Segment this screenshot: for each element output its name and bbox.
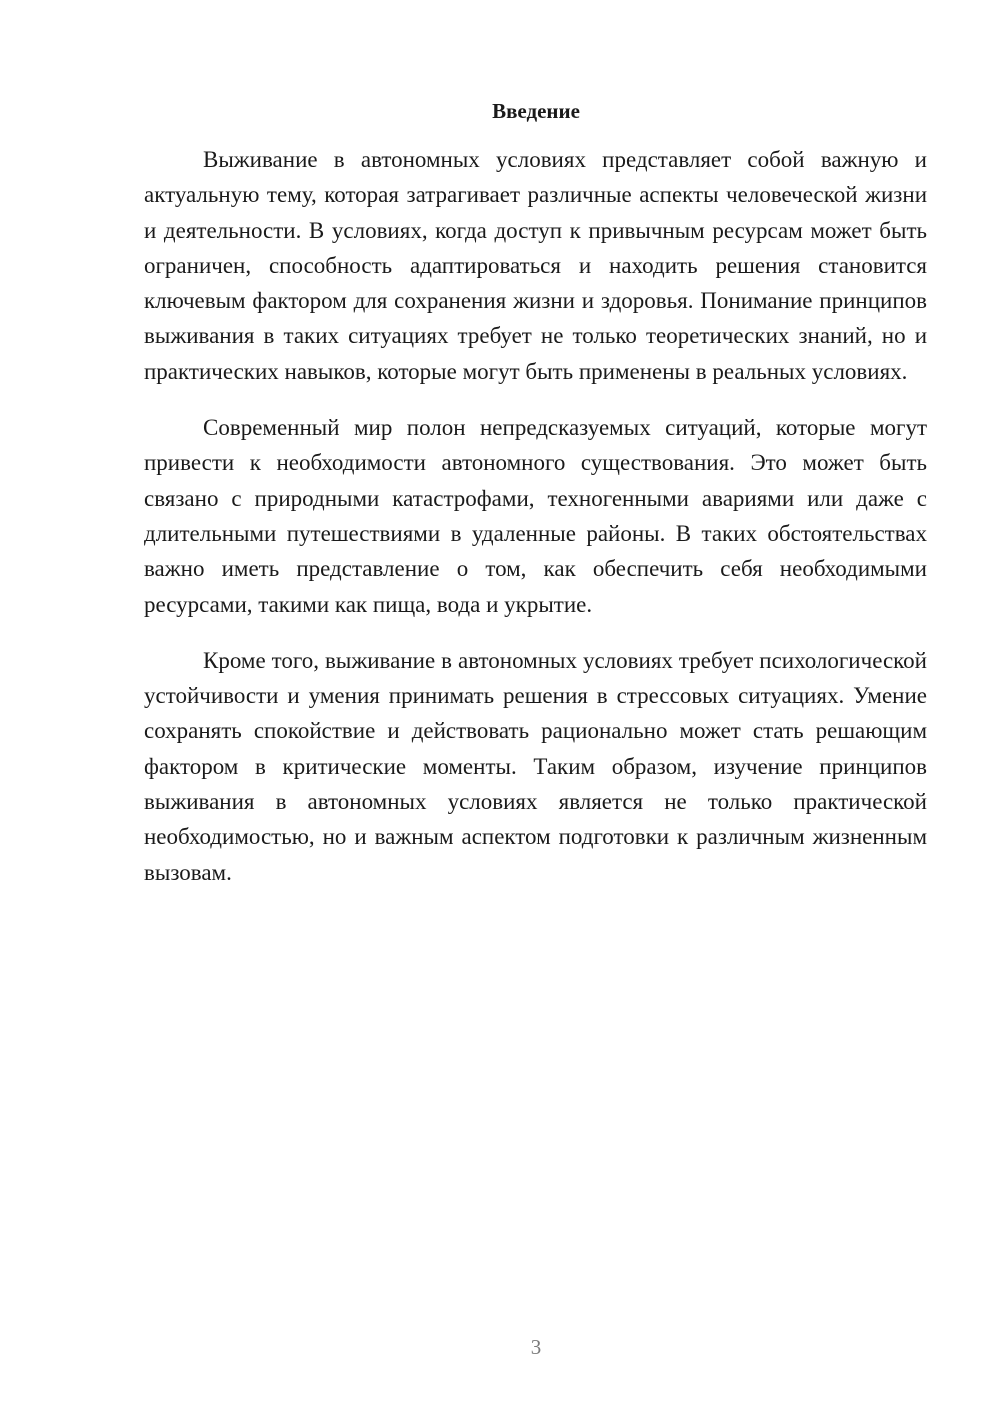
paragraph-2: Современный мир полон непредсказуемых ситуаций, которые могут привести к необходимости автономного существования. Это может быть связано с природными катастрофами, техногенными авариями или даже с длительными путешествиями в удаленные районы. В таких обстоятельствах важно иметь представление о том, как обеспечить себя необходимыми ресурсами, такими как пища, вода и укрытие. [144,415,927,617]
page-number: 3 [530,1335,542,1359]
section-heading: Введение [492,99,580,123]
body-text [144,142,927,911]
paragraph-3: Кроме того, выживание в автономных условиях требует психологической устойчивости и умения принимать решения в стрессовых ситуациях. Умение сохранять спокойствие и действовать рационально может стать решающим фактором в критические моменты. Таким образом, изучение принципов выживания в автономных условиях является не только практической необходимостью, но и важным аспектом подготовки к различным жизненным вызовам. [144,647,927,885]
paragraph-1: Выживание в автономных условиях представляет собой важную и актуальную тему, которая затрагивает различные аспекты человеческой жизни и деятельности. В условиях, когда доступ к привычным ресурсам может быть ограничен, способность адаптироваться и находить решения становится ключевым фактором для сохранения жизни и здоровья. Понимание принципов выживания в таких ситуациях требует не только теоретических знаний, но и практических навыков, которые могут быть применены в реальных условиях. [144,147,927,384]
